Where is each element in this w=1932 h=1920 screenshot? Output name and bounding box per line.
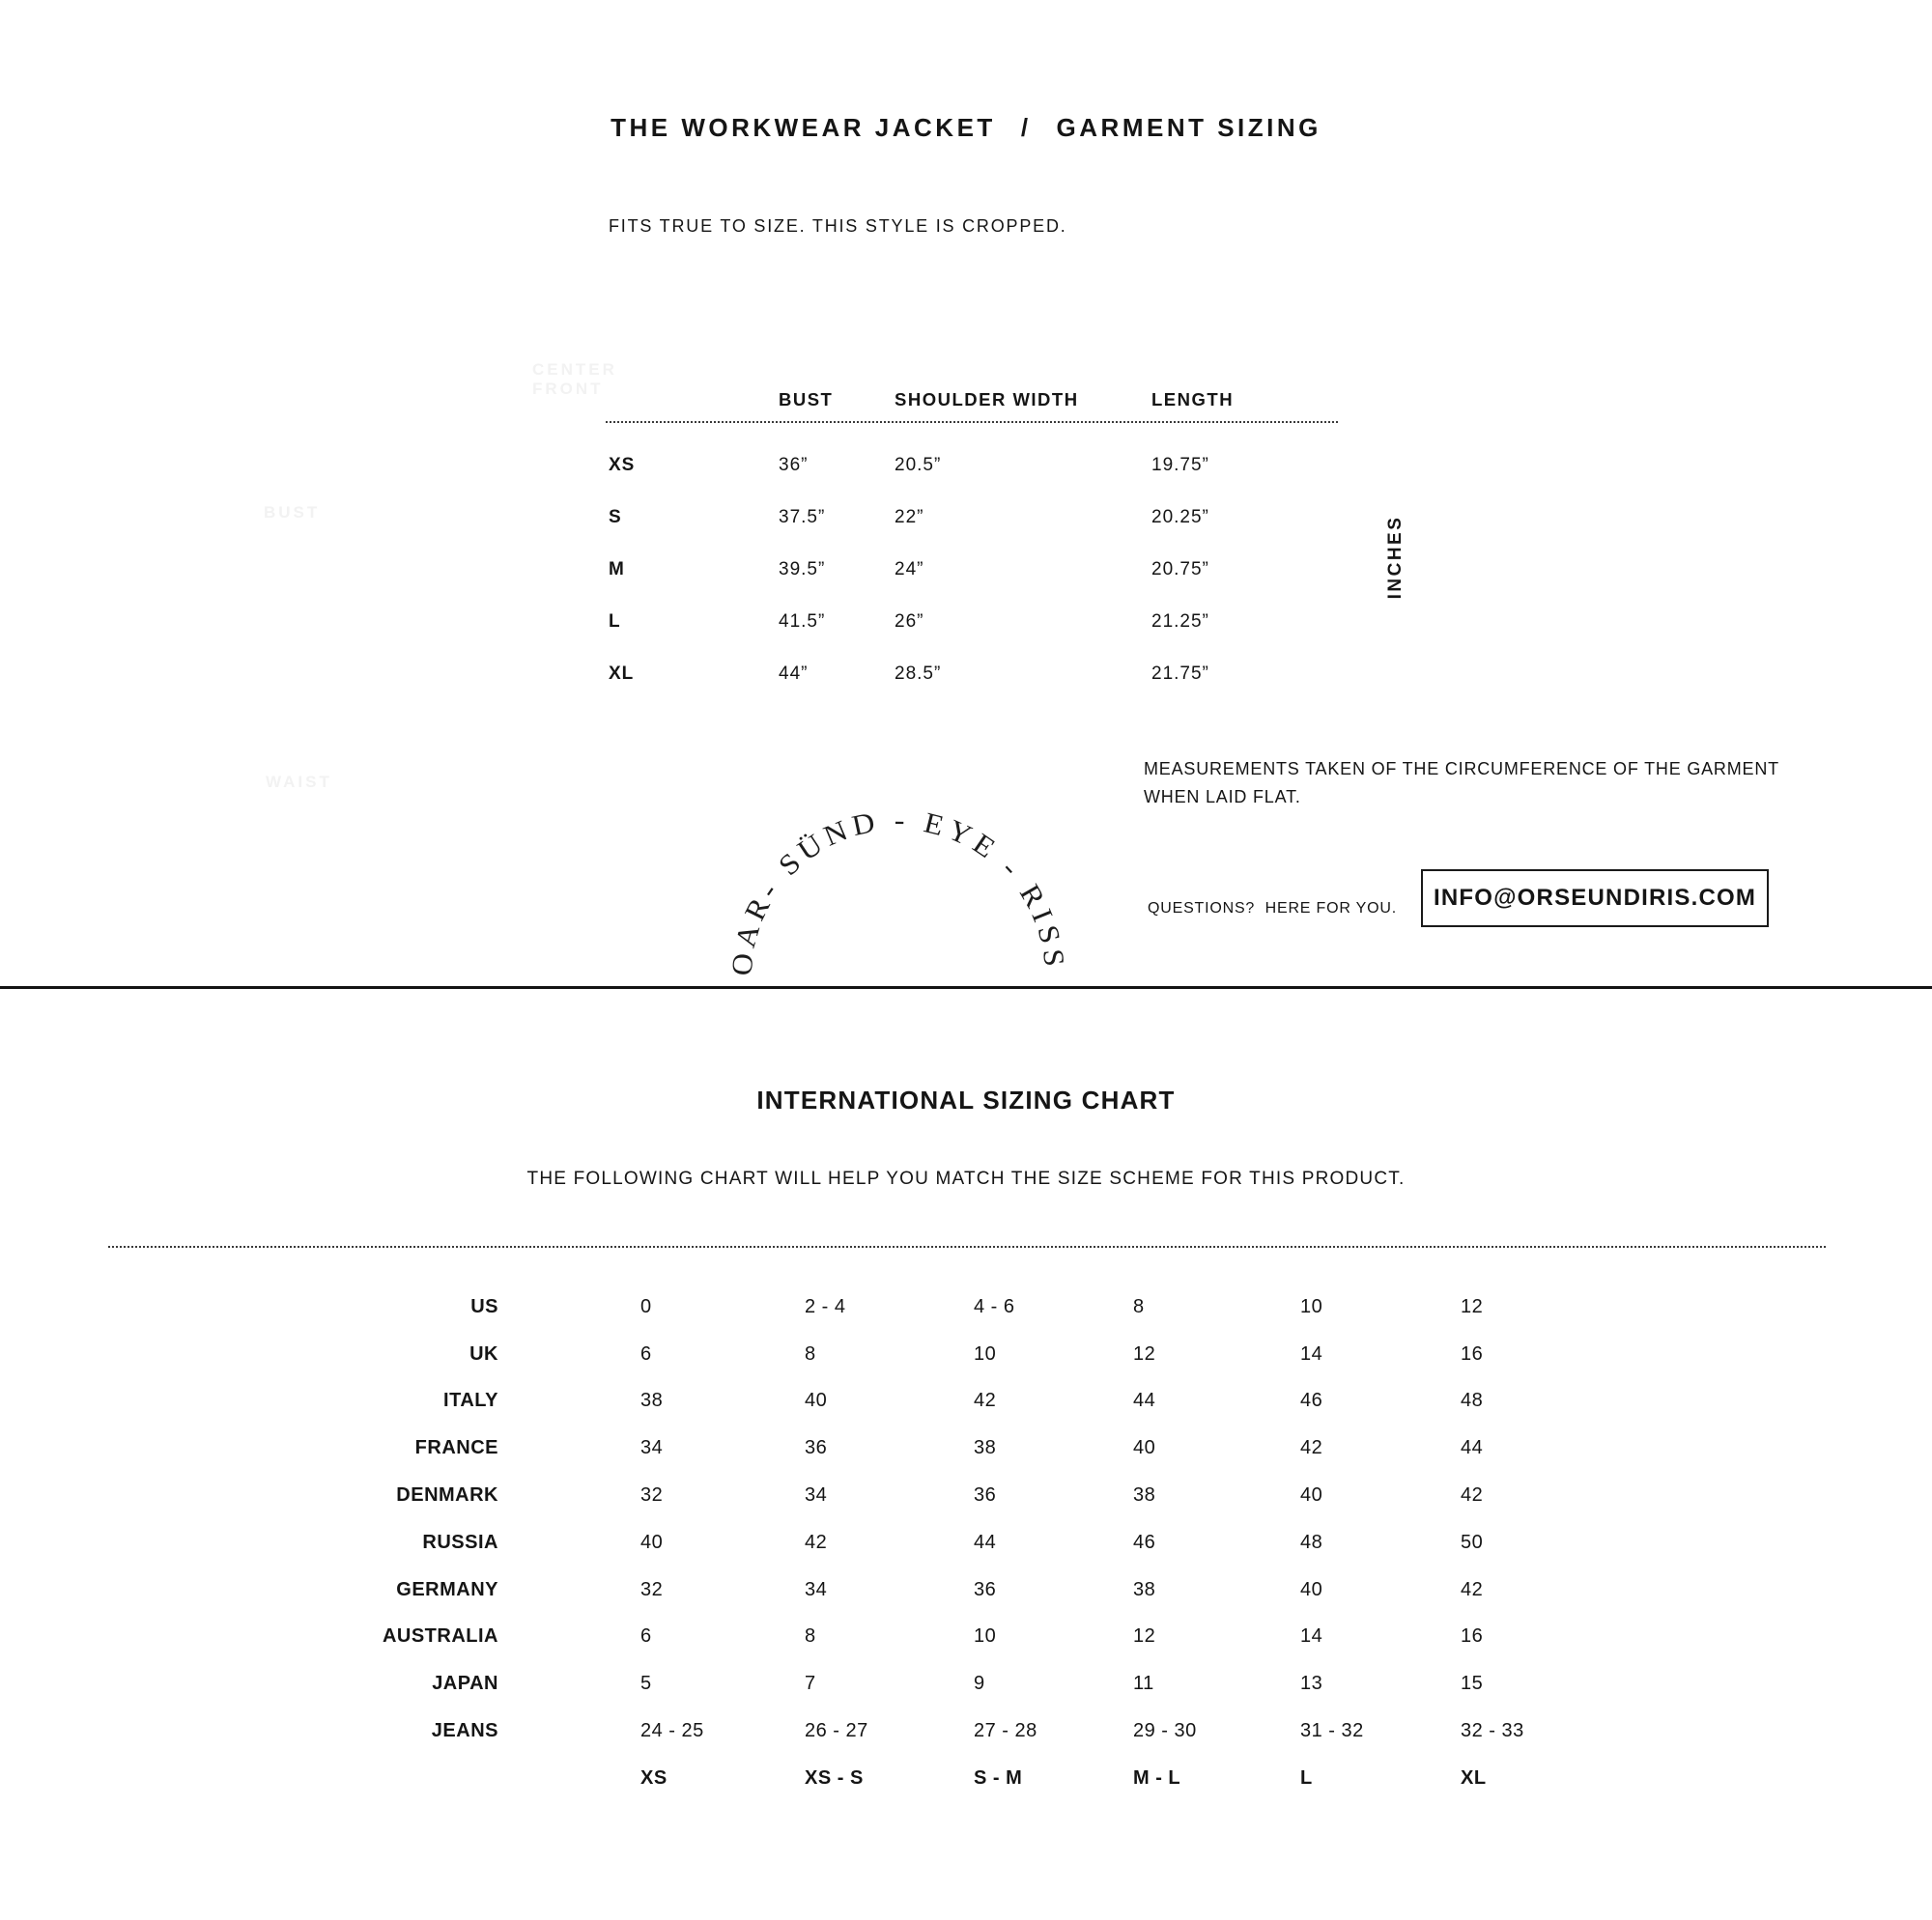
size-label: L [609, 611, 621, 632]
size-value-6: 32 - 33 [1461, 1720, 1524, 1742]
size-value-5: 46 [1300, 1390, 1323, 1412]
size-value-5: 40 [1300, 1484, 1323, 1507]
garment-table-divider [606, 421, 1338, 423]
size-value-6: 42 [1461, 1578, 1484, 1600]
international-chart-subtitle: THE FOLLOWING CHART WILL HELP YOU MATCH THE SIZE SCHEME FOR THIS PRODUCT. [526, 1169, 1406, 1189]
size-value-3: 44 [974, 1531, 997, 1553]
region-label: DENMARK [396, 1484, 498, 1507]
bust-value: 39.5” [779, 559, 826, 579]
size-value-4: 40 [1133, 1437, 1156, 1459]
region-label: US [470, 1295, 498, 1317]
size-value-6: XL [1461, 1766, 1487, 1789]
fit-note: FITS TRUE TO SIZE. THIS STYLE IS CROPPED. [609, 216, 1067, 236]
size-value-6: 50 [1461, 1531, 1484, 1553]
size-value-1: 0 [640, 1295, 652, 1317]
international-table-row [0, 1425, 1932, 1472]
size-value-4: 11 [1133, 1673, 1154, 1695]
size-value-2: 7 [805, 1673, 816, 1695]
brand-arc-logo [715, 787, 1121, 995]
international-table-row [0, 1614, 1932, 1661]
size-value-5: 42 [1300, 1437, 1323, 1459]
size-value-4: 38 [1133, 1484, 1156, 1507]
size-value-6: 42 [1461, 1484, 1484, 1507]
size-value-4: 46 [1133, 1531, 1156, 1553]
size-value-2: 2 - 4 [805, 1295, 846, 1317]
size-label: XL [609, 664, 635, 684]
size-value-4: M - L [1133, 1766, 1181, 1789]
size-value-1: XS [640, 1766, 668, 1789]
garment-table-rows [606, 439, 1340, 700]
diagram-label-front: FRONT [532, 380, 604, 398]
size-value-1: 6 [640, 1625, 652, 1648]
size-value-1: 34 [640, 1437, 664, 1459]
size-value-2: XS - S [805, 1766, 864, 1789]
garment-table-header [606, 389, 1340, 410]
size-value-1: 24 - 25 [640, 1720, 704, 1742]
size-value-5: 48 [1300, 1531, 1323, 1553]
bust-value: 37.5” [779, 507, 826, 527]
column-header-bust: BUST [779, 389, 834, 409]
size-value-2: 40 [805, 1390, 828, 1412]
contact-email-button[interactable] [1421, 869, 1769, 927]
international-table-row [0, 1472, 1932, 1519]
region-label: GERMANY [396, 1578, 498, 1600]
size-value-1: 5 [640, 1673, 652, 1695]
section-divider-line [0, 986, 1932, 989]
size-value-5: 31 - 32 [1300, 1720, 1364, 1742]
size-label: S [609, 507, 622, 527]
title-separator: / [1020, 113, 1032, 142]
size-value-6: 16 [1461, 1342, 1484, 1365]
product-name: THE WORKWEAR JACKET [611, 113, 996, 142]
size-value-3: 36 [974, 1578, 997, 1600]
size-value-2: 36 [805, 1437, 828, 1459]
length-value: 19.75” [1151, 455, 1209, 475]
shoulder-value: 28.5” [895, 664, 942, 684]
size-value-6: 44 [1461, 1437, 1484, 1459]
size-value-6: 12 [1461, 1295, 1484, 1317]
section-name: GARMENT SIZING [1056, 113, 1321, 142]
size-value-6: 48 [1461, 1390, 1484, 1412]
region-label: UK [469, 1342, 498, 1365]
international-table-row [0, 1708, 1932, 1755]
size-value-5: 14 [1300, 1342, 1323, 1365]
inches-unit-label: INCHES [1385, 515, 1406, 600]
size-value-3: 10 [974, 1342, 997, 1365]
column-header-length: LENGTH [1151, 389, 1235, 409]
size-value-1: 32 [640, 1578, 664, 1600]
size-value-2: 42 [805, 1531, 828, 1553]
bust-value: 36” [779, 455, 809, 475]
size-value-2: 8 [805, 1625, 816, 1648]
size-value-3: 42 [974, 1390, 997, 1412]
region-label: ITALY [443, 1390, 498, 1412]
international-table-divider [108, 1246, 1826, 1248]
garment-table-row [606, 596, 1340, 648]
size-value-1: 6 [640, 1342, 652, 1365]
size-value-3: 38 [974, 1437, 997, 1459]
garment-table-row [606, 544, 1340, 596]
size-value-3: 27 - 28 [974, 1720, 1037, 1742]
size-value-4: 12 [1133, 1342, 1156, 1365]
international-table-row [0, 1284, 1932, 1331]
international-table-row [0, 1660, 1932, 1708]
garment-table-row [606, 439, 1340, 492]
international-table-row [0, 1331, 1932, 1378]
size-value-3: S - M [974, 1766, 1023, 1789]
size-value-1: 38 [640, 1390, 664, 1412]
garment-table-row [606, 492, 1340, 544]
size-value-4: 44 [1133, 1390, 1156, 1412]
length-value: 20.25” [1151, 507, 1209, 527]
size-value-2: 8 [805, 1342, 816, 1365]
international-table-row [0, 1519, 1932, 1567]
size-value-5: 40 [1300, 1578, 1323, 1600]
contact-email: INFO@ORSEUNDIRIS.COM [1433, 885, 1757, 911]
size-label: XS [609, 455, 636, 475]
length-value: 21.75” [1151, 664, 1209, 684]
region-label: FRANCE [414, 1437, 498, 1459]
size-value-6: 16 [1461, 1625, 1484, 1648]
size-value-3: 10 [974, 1625, 997, 1648]
length-value: 21.25” [1151, 611, 1209, 632]
size-value-4: 29 - 30 [1133, 1720, 1197, 1742]
size-value-5: L [1300, 1766, 1313, 1789]
diagram-label-center: CENTER [532, 360, 617, 379]
size-label: M [609, 559, 625, 579]
measurement-note: MEASUREMENTS TAKEN OF THE CIRCUMFERENCE OF THE GARMENT WHEN LAID FLAT. [1144, 759, 1779, 806]
bust-value: 41.5” [779, 611, 826, 632]
size-value-4: 8 [1133, 1295, 1145, 1317]
page-title [0, 113, 1932, 143]
size-value-3: 4 - 6 [974, 1295, 1015, 1317]
size-value-5: 14 [1300, 1625, 1323, 1648]
region-label: AUSTRALIA [382, 1625, 498, 1648]
international-sizes-row [0, 1755, 1932, 1802]
diagram-label-bust: BUST [264, 503, 321, 522]
region-label: JEANS [431, 1720, 498, 1742]
size-value-2: 26 - 27 [805, 1720, 868, 1742]
region-label: JAPAN [432, 1673, 498, 1695]
bust-value: 44” [779, 664, 809, 684]
shoulder-value: 24” [895, 559, 924, 579]
size-value-1: 32 [640, 1484, 664, 1507]
shoulder-value: 22” [895, 507, 924, 527]
diagram-label-waist: WAIST [266, 773, 332, 791]
international-chart-title: INTERNATIONAL SIZING CHART [756, 1086, 1176, 1115]
questions-text: QUESTIONS? HERE FOR YOU. [1148, 900, 1397, 917]
size-value-4: 38 [1133, 1578, 1156, 1600]
shoulder-value: 20.5” [895, 455, 942, 475]
size-value-2: 34 [805, 1578, 828, 1600]
size-value-2: 34 [805, 1484, 828, 1507]
size-value-1: 40 [640, 1531, 664, 1553]
region-label: RUSSIA [422, 1531, 498, 1553]
size-value-3: 9 [974, 1673, 985, 1695]
size-value-6: 15 [1461, 1673, 1484, 1695]
international-table [0, 1284, 1932, 1802]
svg-text:OAR- SÜND - EYE - RISS [725, 805, 1070, 977]
brand-arc-text: OAR- SÜND - EYE - RISS [725, 804, 1071, 977]
international-table-row [0, 1378, 1932, 1426]
shoulder-value: 26” [895, 611, 924, 632]
length-value: 20.75” [1151, 559, 1209, 579]
international-table-row [0, 1567, 1932, 1614]
size-value-4: 12 [1133, 1625, 1156, 1648]
size-value-5: 10 [1300, 1295, 1323, 1317]
size-value-3: 36 [974, 1484, 997, 1507]
column-header-shoulder-width: SHOULDER WIDTH [895, 389, 1079, 409]
size-value-5: 13 [1300, 1673, 1323, 1695]
diagram-label-center-front [532, 360, 617, 399]
garment-table-row [606, 648, 1340, 700]
